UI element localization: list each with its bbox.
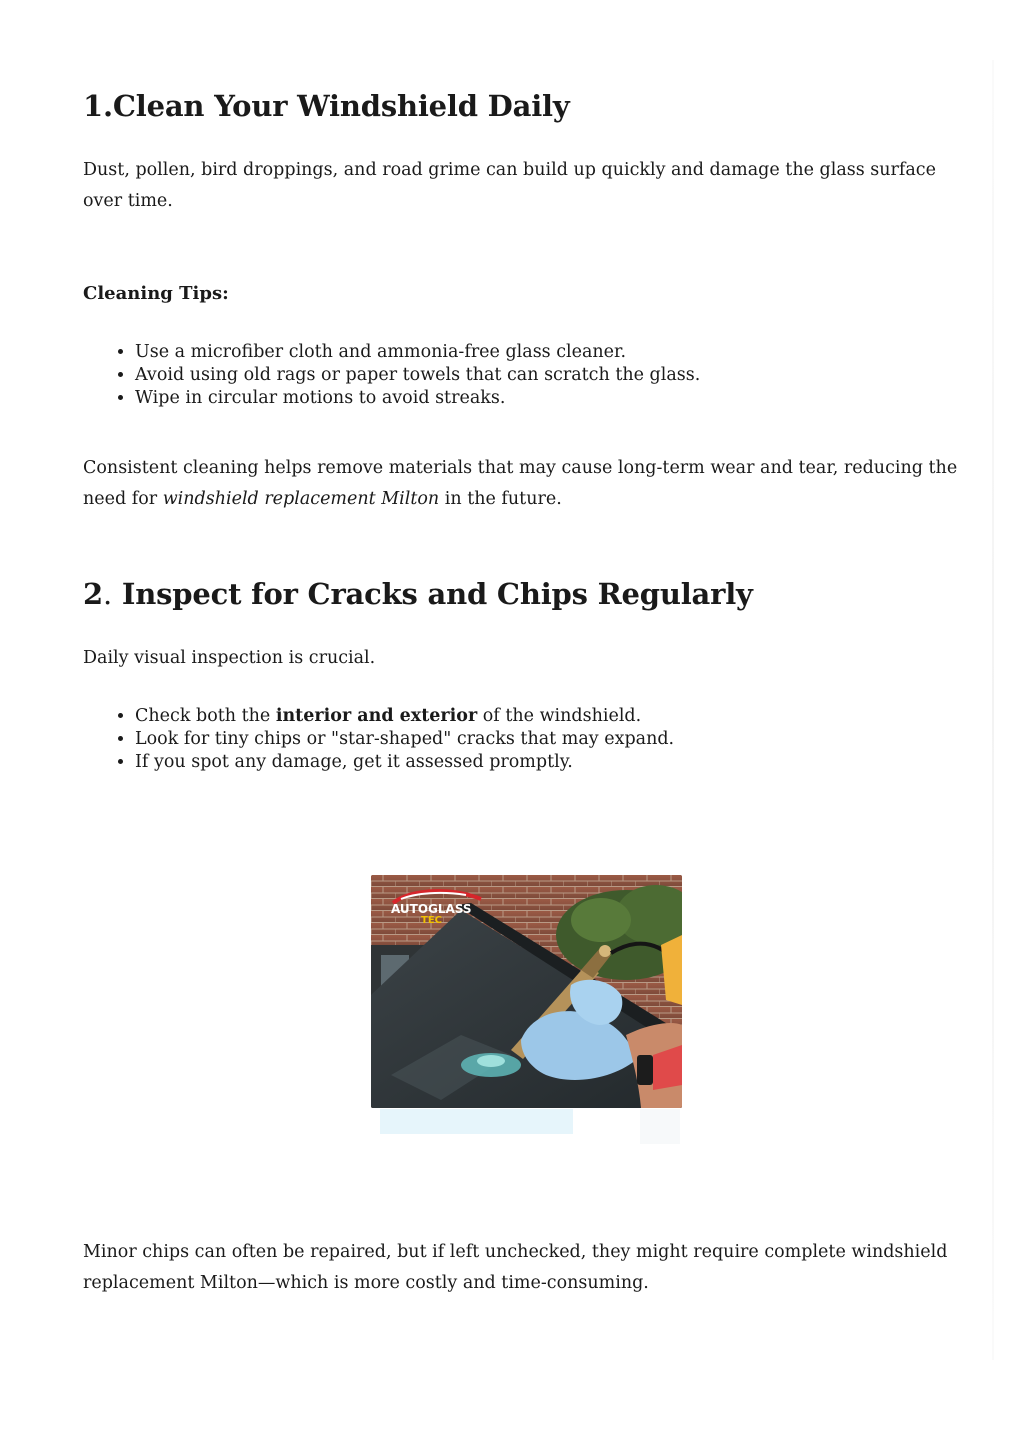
heading-number: 2 bbox=[83, 577, 103, 611]
repair-photo-illustration bbox=[371, 875, 682, 1108]
image-caption-strip-right bbox=[640, 1109, 680, 1144]
section-2-heading bbox=[83, 576, 753, 612]
item-bold-text: interior and exterior bbox=[275, 706, 478, 726]
list-item bbox=[135, 705, 674, 728]
closing-italic-keyword: windshield replacement Milton bbox=[162, 489, 440, 509]
list-item: • Avoid using old rags or paper towels that can scratch the glass. bbox=[135, 364, 700, 387]
item-text-end: of the windshield. bbox=[477, 706, 642, 726]
heading-text: Inspect for Cracks and Chips Regularly bbox=[112, 577, 753, 611]
inspection-list bbox=[83, 705, 674, 774]
list-item: • Use a microfiber cloth and ammonia-free glass cleaner. bbox=[135, 341, 700, 364]
section-2-closing: Minor chips can often be repaired, but if left unchecked, they might require complete windshield replacement Milton—which is more costly and time-consuming. bbox=[83, 1242, 948, 1293]
page-edge bbox=[992, 60, 994, 1360]
section-1-intro: Dust, pollen, bird droppings, and road grime can build up quickly and damage the glass surface over time. bbox=[83, 160, 936, 211]
logo-line-2: TEC bbox=[421, 915, 442, 926]
cleaning-tips-heading: Cleaning Tips: bbox=[83, 283, 229, 304]
list-item: • If you spot any damage, get it assessed promptly. bbox=[135, 751, 674, 774]
list-item: • Wipe in circular motions to avoid streaks. bbox=[135, 387, 700, 410]
closing-text-end: in the future. bbox=[439, 489, 562, 509]
logo-line-1: AUTOGLASS bbox=[391, 902, 472, 916]
closing-text: Consistent cleaning helps remove materials that may cause long-term wear and tear, reducing the need for bbox=[83, 458, 958, 509]
item-text: Check both the bbox=[135, 706, 276, 726]
section-1-closing bbox=[83, 453, 968, 515]
section-1-heading: 1.Clean Your Windshield Daily bbox=[83, 89, 570, 123]
image-caption-strip bbox=[380, 1109, 573, 1134]
heading-separator: . bbox=[102, 577, 113, 611]
list-item: • Look for tiny chips or "star-shaped" cracks that may expand. bbox=[135, 728, 674, 751]
section-2-intro: Daily visual inspection is crucial. bbox=[83, 648, 376, 668]
windshield-repair-photo bbox=[371, 875, 682, 1108]
cleaning-tips-list bbox=[83, 341, 700, 410]
